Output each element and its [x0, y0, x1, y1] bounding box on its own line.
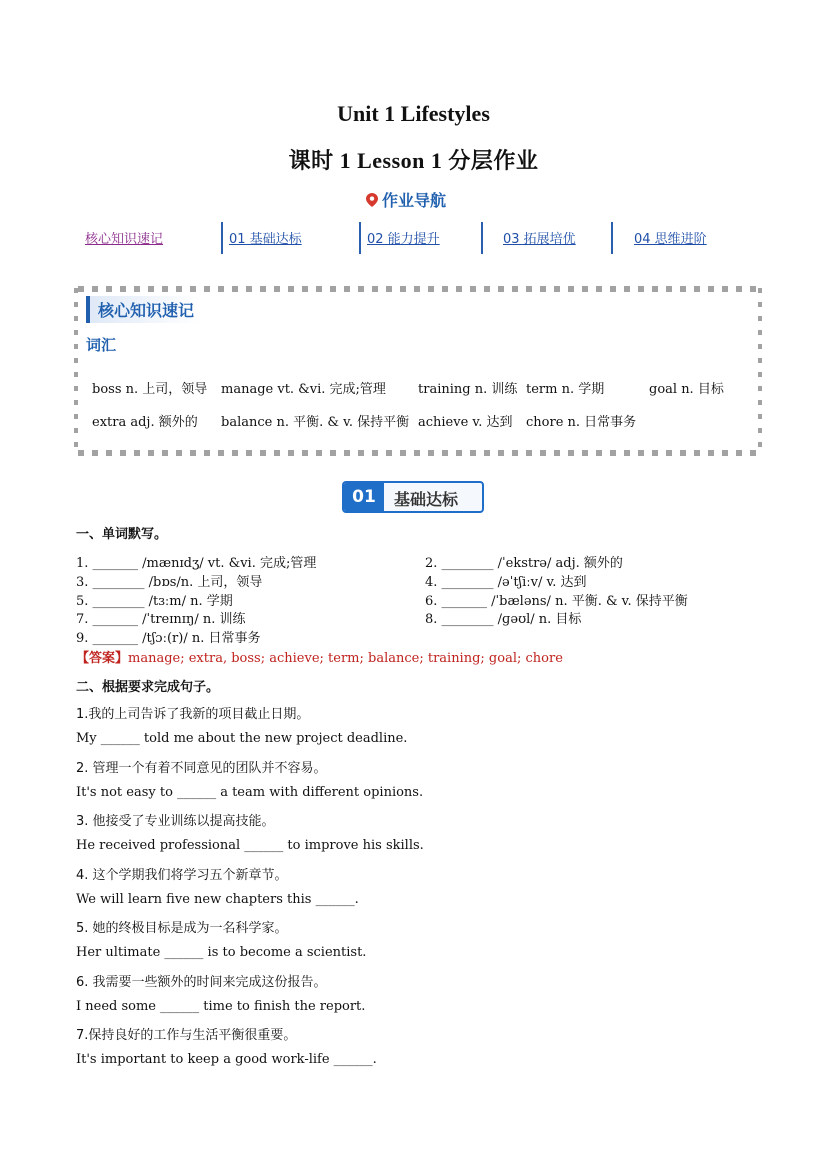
- core-knowledge-box: [78, 288, 758, 454]
- sentence-blank-en: I need some ______ time to finish the report.: [76, 999, 366, 1014]
- location-pin-icon: [366, 193, 378, 207]
- answer-tag: 【答案】: [76, 651, 129, 666]
- sentence-prompt-cn: 4. 这个学期我们将学习五个新章节。: [76, 868, 288, 883]
- tab-divider: [481, 222, 483, 254]
- vocab-item: goal n. 目标: [649, 382, 724, 397]
- tab-extension[interactable]: 03 拓展培优: [503, 232, 576, 247]
- vocab-item: achieve v. 达到: [418, 415, 513, 430]
- sentence-prompt-cn: 2. 管理一个有着不同意见的团队并不容易。: [76, 761, 327, 776]
- homework-nav-tabs: [75, 222, 755, 254]
- vocab-item: balance n. 平衡. & v. 保持平衡: [221, 415, 410, 430]
- vocab-item: chore n. 日常事务: [526, 415, 637, 430]
- tab-divider: [221, 222, 223, 254]
- tab-ability[interactable]: 02 能力提升: [367, 232, 440, 247]
- box-border: [78, 450, 758, 456]
- sentence-prompt-cn: 1.我的上司告诉了我新的项目截止日期。: [76, 707, 310, 722]
- vocab-item: boss n. 上司，领导: [92, 382, 208, 397]
- nav-heading-text: 作业导航: [382, 191, 447, 210]
- vocab-item: training n. 训练: [418, 382, 518, 397]
- vocab-item: extra adj. 额外的: [92, 415, 198, 430]
- box-border: [74, 288, 78, 454]
- lesson-subtitle: 课时 1 Lesson 1 分层作业: [288, 148, 539, 173]
- sentence-prompt-cn: 7.保持良好的工作与生活平衡很重要。: [76, 1028, 297, 1043]
- answer-text: manage; extra, boss; achieve; term; balance; training; goal; chore: [128, 651, 563, 666]
- sentence-blank-en: It's not easy to ______ a team with different opinions.: [76, 785, 424, 800]
- dictation-item: 8. ________ /ɡəʊl/ n. 目标: [425, 612, 582, 627]
- sentence-prompt-cn: 6. 我需要一些额外的时间来完成这份报告。: [76, 975, 327, 990]
- sentence-prompt-cn: 3. 他接受了专业训练以提高技能。: [76, 814, 275, 829]
- part1-heading: 一、单词默写。: [76, 527, 168, 542]
- sentence-prompt-cn: 5. 她的终极目标是成为一名科学家。: [76, 921, 288, 936]
- dictation-item: 9. _______ /tʃɔː(r)/ n. 日常事务: [76, 631, 261, 646]
- tab-divider: [611, 222, 613, 254]
- sentence-blank-en: Her ultimate ______ is to become a scientist.: [76, 945, 367, 960]
- vocab-item: term n. 学期: [526, 382, 605, 397]
- sentence-blank-en: My ______ told me about the new project deadline.: [76, 731, 408, 746]
- dictation-item: 3. ________ /bɒs/n. 上司，领导: [76, 575, 263, 590]
- section-number: 01: [344, 483, 384, 511]
- sentence-blank-en: We will learn five new chapters this ______.: [76, 892, 359, 907]
- core-knowledge-label: 核心知识速记: [86, 296, 200, 323]
- tab-thinking[interactable]: 04 思维进阶: [634, 232, 707, 247]
- sentence-blank-en: He received professional ______ to improve his skills.: [76, 838, 424, 853]
- dictation-item: 2. ________ /ˈekstrə/ adj. 额外的: [425, 556, 623, 571]
- dictation-item: 7. _______ /ˈtreɪnɪŋ/ n. 训练: [76, 612, 246, 627]
- vocab-item: manage vt. &vi. 完成;管理: [221, 382, 386, 397]
- dictation-item: 6. _______ /ˈbæləns/ n. 平衡. & v. 保持平衡: [425, 594, 688, 609]
- section-label: 基础达标: [394, 490, 459, 509]
- section-banner: [342, 481, 484, 513]
- answer-line: [76, 647, 563, 666]
- box-border: [758, 288, 762, 454]
- homework-nav-heading: [366, 188, 446, 211]
- page-title: Unit 1 Lifestyles: [337, 101, 490, 126]
- box-border: [78, 286, 758, 292]
- sentence-blank-en: It's important to keep a good work-life ______.: [76, 1052, 377, 1067]
- part2-heading: 二、根据要求完成句子。: [76, 680, 220, 695]
- tab-divider: [359, 222, 361, 254]
- tab-core-knowledge[interactable]: 核心知识速记: [85, 232, 164, 247]
- tab-basic[interactable]: 01 基础达标: [229, 232, 302, 247]
- dictation-item: 5. ________ /tɜːm/ n. 学期: [76, 594, 233, 609]
- dictation-item: 4. ________ /əˈtʃiːv/ v. 达到: [425, 575, 587, 590]
- dictation-item: 1. _______ /mænɪdʒ/ vt. &vi. 完成;管理: [76, 556, 317, 571]
- vocab-heading: 词汇: [86, 336, 117, 354]
